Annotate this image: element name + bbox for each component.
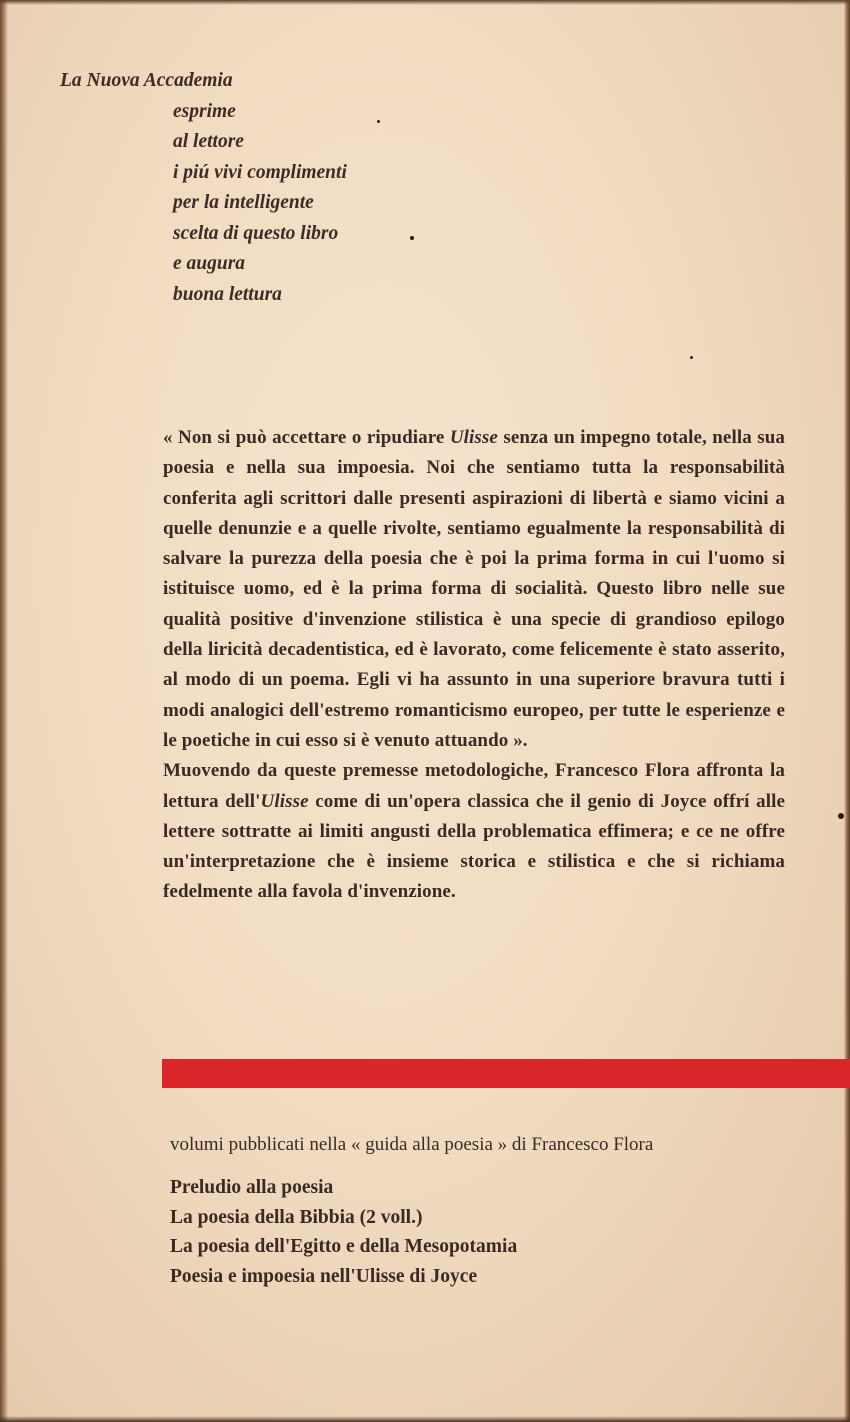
blurb-commentary-paragraph [163,756,785,907]
dedication-line: per la intelligente [173,192,314,213]
paper-speck [838,813,844,819]
dedication-line: buona lettura [173,283,282,305]
red-band-divider [162,1059,850,1088]
blurb-quote-paragraph [163,423,785,756]
book-title-italic: Ulisse [449,427,498,448]
commentary-start: Muovendo da queste premesse metodologiche, Francesco Flora affronta la lettura dell' [163,760,785,812]
volume-title: La poesia dell'Egitto e della Mesopotamia [170,1236,518,1257]
published-volumes [170,1130,792,1291]
commentary-body: come di un'opera classica che il genio di Joyce offrí alle lettere sottratte ai limiti angusti della problematica effimera; e ce ne offre un'interpretazione che è insieme storica e stilistica e che si richiama fedelmente alla favola d'invenzione. [163,790,785,903]
volume-title: Preludio alla poesia [170,1177,334,1198]
paper-edge-left [0,0,8,1422]
dedication-line: scelta di questo libro [173,222,339,244]
dedication-line: esprime [173,100,236,122]
dedication-line: La Nuova Accademia [60,70,233,91]
quote-opening: « Non si può accettare o ripudiare [163,427,450,448]
dedication-line: i piú vivi complimenti [173,161,347,183]
blurb-text [163,423,785,908]
volume-title: Poesia e impoesia nell'Ulisse di Joyce [170,1265,478,1287]
dedication-line: e augura [173,253,246,274]
paper-edge-bottom [0,1416,850,1422]
paper-speck [410,236,414,240]
paper-speck [690,356,693,359]
volume-title: La poesia della Bibbia (2 voll.) [170,1206,423,1228]
volume-list [170,1173,792,1291]
book-title-italic: Ulisse [260,790,309,812]
series-intro: volumi pubblicati nella « guida alla poesia » di Francesco Flora [170,1134,654,1155]
quote-body: senza un impegno totale, nella sua poesia e nella sua impoesia. Noi che sentiamo tutta la responsabilità conferita agli scrittori dalle presenti aspirazioni di libertà e siamo vicini a quelle denunzie e a quelle rivolte, sentiamo egualmente la responsabilità di salvare la purezza della poesia che è poi la prima forma in cui l'uomo si istituisce uomo, ed è la prima forma di socialità. Questo libro nelle sue qualità positive d'invenzione stilistica è una specie di grandioso epilogo della liricità decadentistica, ed è lavorato, come felicemente è stato asserito, al modo di un poema. Egli vi ha assunto in una superiore bravura tutti i modi analogici dell'estremo romanticismo europeo, per tutte le esperienze e le poetiche in cui esso si è venuto attuando ». [163,427,785,751]
paper-edge-right [844,0,850,1422]
paper-edge-top [0,0,850,5]
publisher-dedication [60,66,460,310]
paper-speck [377,120,380,123]
dedication-line: al lettore [173,131,244,152]
